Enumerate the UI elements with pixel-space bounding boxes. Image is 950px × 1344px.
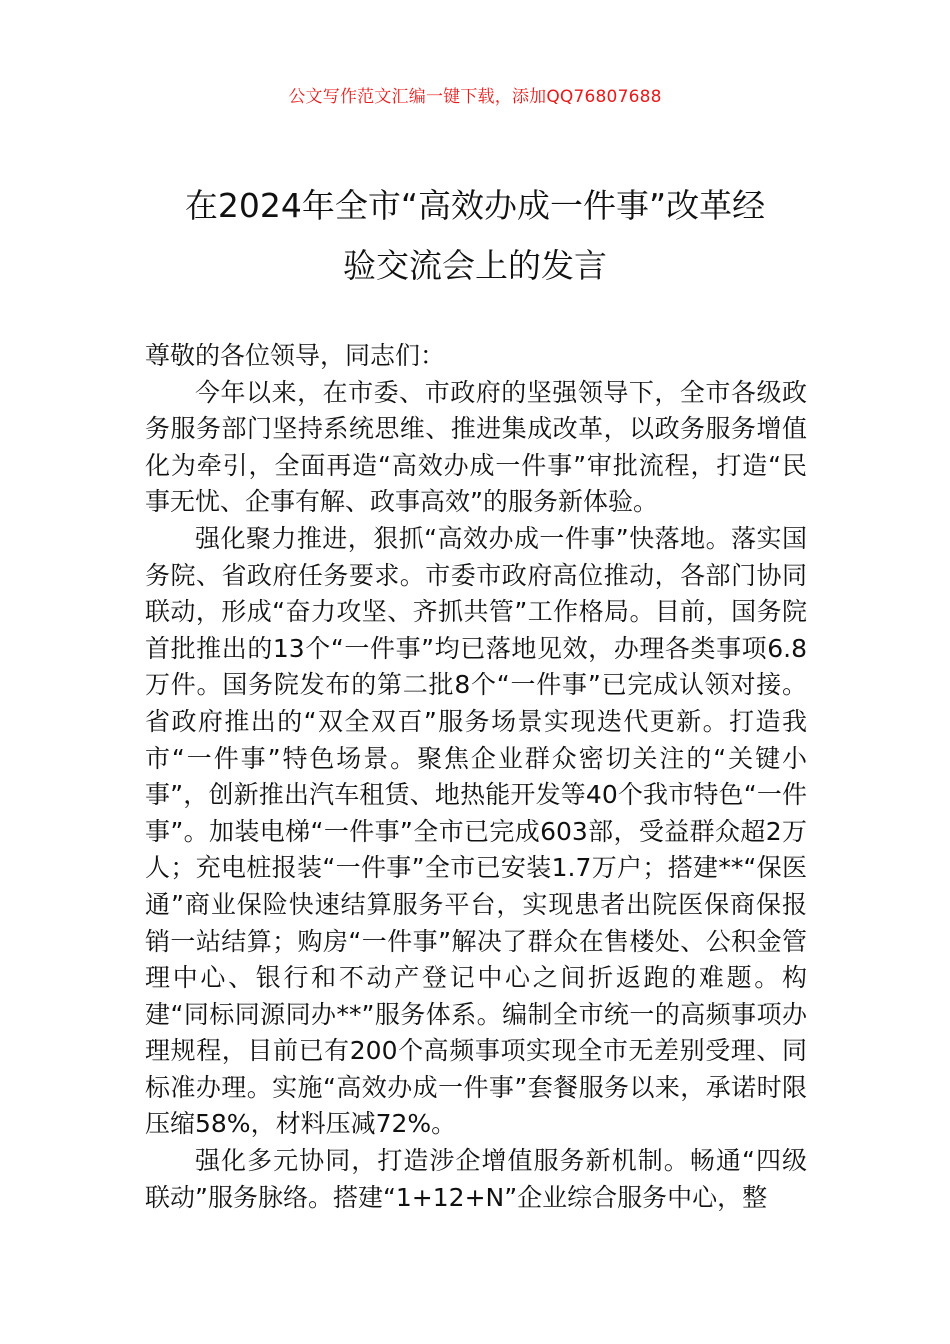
title-line-1: 在2024年全市“高效办成一件事”改革经 [184,186,766,225]
paragraph-intro: 今年以来，在市委、市政府的坚强领导下，全市各级政务服务部门坚持系统思维、推进集成改革，以政务服务增值化为牵引，全面再造“高效办成一件事”审批流程，打造“民事无忧、企事有解、政事高效”的服务新体验。 [145,377,807,517]
document-body [145,338,807,1216]
download-banner: 公文写作范文汇编一键下载，添加QQ76807688 [288,87,662,107]
paragraph-section-1: 强化聚力推进，狠抓“高效办成一件事”快落地。落实国务院、省政府任务要求。市委市政府高位推动，各部门协同联动，形成“奋力攻坚、齐抓共管”工作格局。目前，国务院首批推出的13个“一件事”均已落地见效，办理各类事项6.8万件。国务院发布的第二批8个“一件事”已完成认领对接。省政府推出的“双全双百”服务场景实现迭代更新。打造我市“一件事”特色场景。聚焦企业群众密切关注的“关键小事”，创新推出汽车租赁、地热能开发等40个我市特色“一件事”。加装电梯“一件事”全市已完成603部，受益群众超2万人；充电桩报装“一件事”全市已安装1.7万户；搭建**“保医通”商业保险快速结算服务平台，实现患者出院医保商保报销一站结算；购房“一件事”解决了群众在售楼处、公积金管理中心、银行和不动产登记中心之间折返跑的难题。构建“同标同源同办**”服务体系。编制全市统一的高频事项办理规程，目前已有200个高频事项实现全市无差别受理、同标准办理。实施“高效办成一件事”套餐服务以来，承诺时限压缩58%，材料压减72%。 [145,523,807,1139]
title-line-2: 验交流会上的发言 [343,246,607,285]
salutation: 尊敬的各位领导，同志们： [145,341,446,370]
document-title [100,176,850,296]
paragraph-section-2: 强化多元协同，打造涉企增值服务新机制。畅通“四级联动”服务脉络。搭建“1+12+N”企业综合服务中心，整 [145,1146,807,1212]
